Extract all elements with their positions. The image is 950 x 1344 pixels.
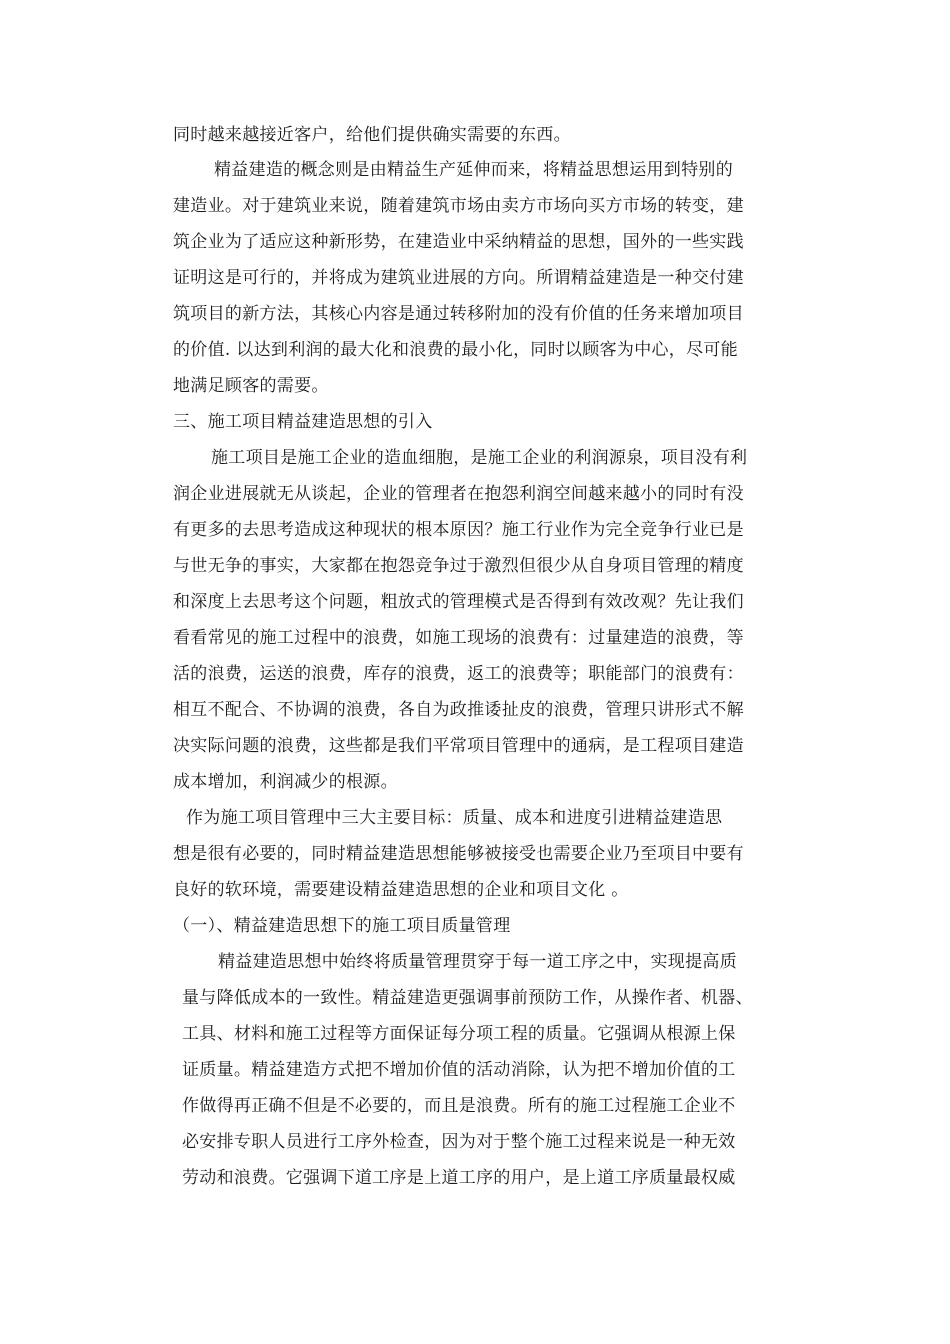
paragraph-first-line: 精益建造思想中始终将质量管理贯穿于每一道工序之中，实现提高质 — [218, 952, 737, 972]
text-line: 筑企业为了适应这种新形势，在建造业中采纳精益的思想，国外的一些实践 — [173, 232, 744, 252]
section-heading: 三、施工项目精益建造思想的引入 — [173, 412, 433, 432]
text-line: 有更多的去思考造成这种现状的根本原因？施工行业作为完全竞争行业已是 — [173, 520, 744, 540]
paragraph-first-line: 精益建造的概念则是由精益生产延伸而来，将精益思想运用到特别的 — [214, 160, 733, 180]
text-line: 必安排专职人员进行工序外检查，因为对于整个施工过程来说是一种无效 — [182, 1132, 736, 1152]
text-line: 量与降低成本的一致性。精益建造更强调事前预防工作，从操作者、机器、 — [182, 988, 753, 1008]
text-line: 看看常见的施工过程中的浪费，如施工现场的浪费有：过量建造的浪费，等 — [173, 628, 744, 648]
paragraph-first-line: 施工项目是施工企业的造血细胞，是施工企业的利润源泉，项目没有利 — [211, 448, 748, 468]
text-line: 工具、材料和施工过程等方面保证每分项工程的质量。它强调从根源上保 — [182, 1024, 736, 1044]
text-line: 良好的软环境，需要建设精益建造思想的企业和项目文化 。 — [173, 880, 629, 900]
text-line: 活的浪费，运送的浪费，库存的浪费，返工的浪费等；职能部门的浪费有： — [173, 664, 744, 684]
text-line: 证质量。精益建造方式把不增加价值的活动消除，认为把不增加价值的工 — [182, 1060, 736, 1080]
text-line: 筑项目的新方法，其核心内容是通过转移附加的没有价值的任务来增加项目 — [173, 304, 744, 324]
text-line: 证明这是可行的，并将成为建筑业进展的方向。所谓精益建造是一种交付建 — [173, 268, 744, 288]
text-line: 的价值. 以达到利润的最大化和浪费的最小化，同时以顾客为中心，尽可能 — [173, 340, 739, 360]
text-line: 和深度上去思考这个问题，粗放式的管理模式是否得到有效改观？先让我们 — [173, 592, 744, 612]
text-line: 相互不配合、不协调的浪费，各自为政推诿扯皮的浪费，管理只讲形式不解 — [173, 700, 744, 720]
text-line: 润企业进展就无从谈起，企业的管理者在抱怨利润空间越来越小的同时有没 — [173, 484, 744, 504]
text-line: 劳动和浪费。它强调下道工序是上道工序的用户，是上道工序质量最权威 — [182, 1168, 736, 1188]
subsection-heading: （一）、精益建造思想下的施工项目质量管理 — [173, 916, 511, 936]
text-line: 同时越来越接近客户，给他们提供确实需要的东西。 — [173, 125, 571, 145]
paragraph-first-line: 作为施工项目管理中三大主要目标：质量、成本和进度引进精益建造思 — [186, 808, 723, 828]
text-line: 想是很有必要的，同时精益建造思想能够被接受也需要企业乃至项目中要有 — [173, 844, 744, 864]
text-line: 成本增加，利润减少的根源。 — [173, 772, 398, 792]
text-line: 与世无争的事实，大家都在抱怨竞争过于激烈但很少从自身项目管理的精度 — [173, 556, 744, 576]
text-line: 地满足顾客的需要。 — [173, 376, 329, 396]
text-line: 决实际问题的浪费，这些都是我们平常项目管理中的通病，是工程项目建造 — [173, 736, 744, 756]
text-line: 作做得再正确不但是不必要的，而且是浪费。所有的施工过程施工企业不 — [182, 1096, 736, 1116]
text-line: 建造业。对于建筑业来说，随着建筑市场由卖方市场向买方市场的转变，建 — [173, 196, 744, 216]
